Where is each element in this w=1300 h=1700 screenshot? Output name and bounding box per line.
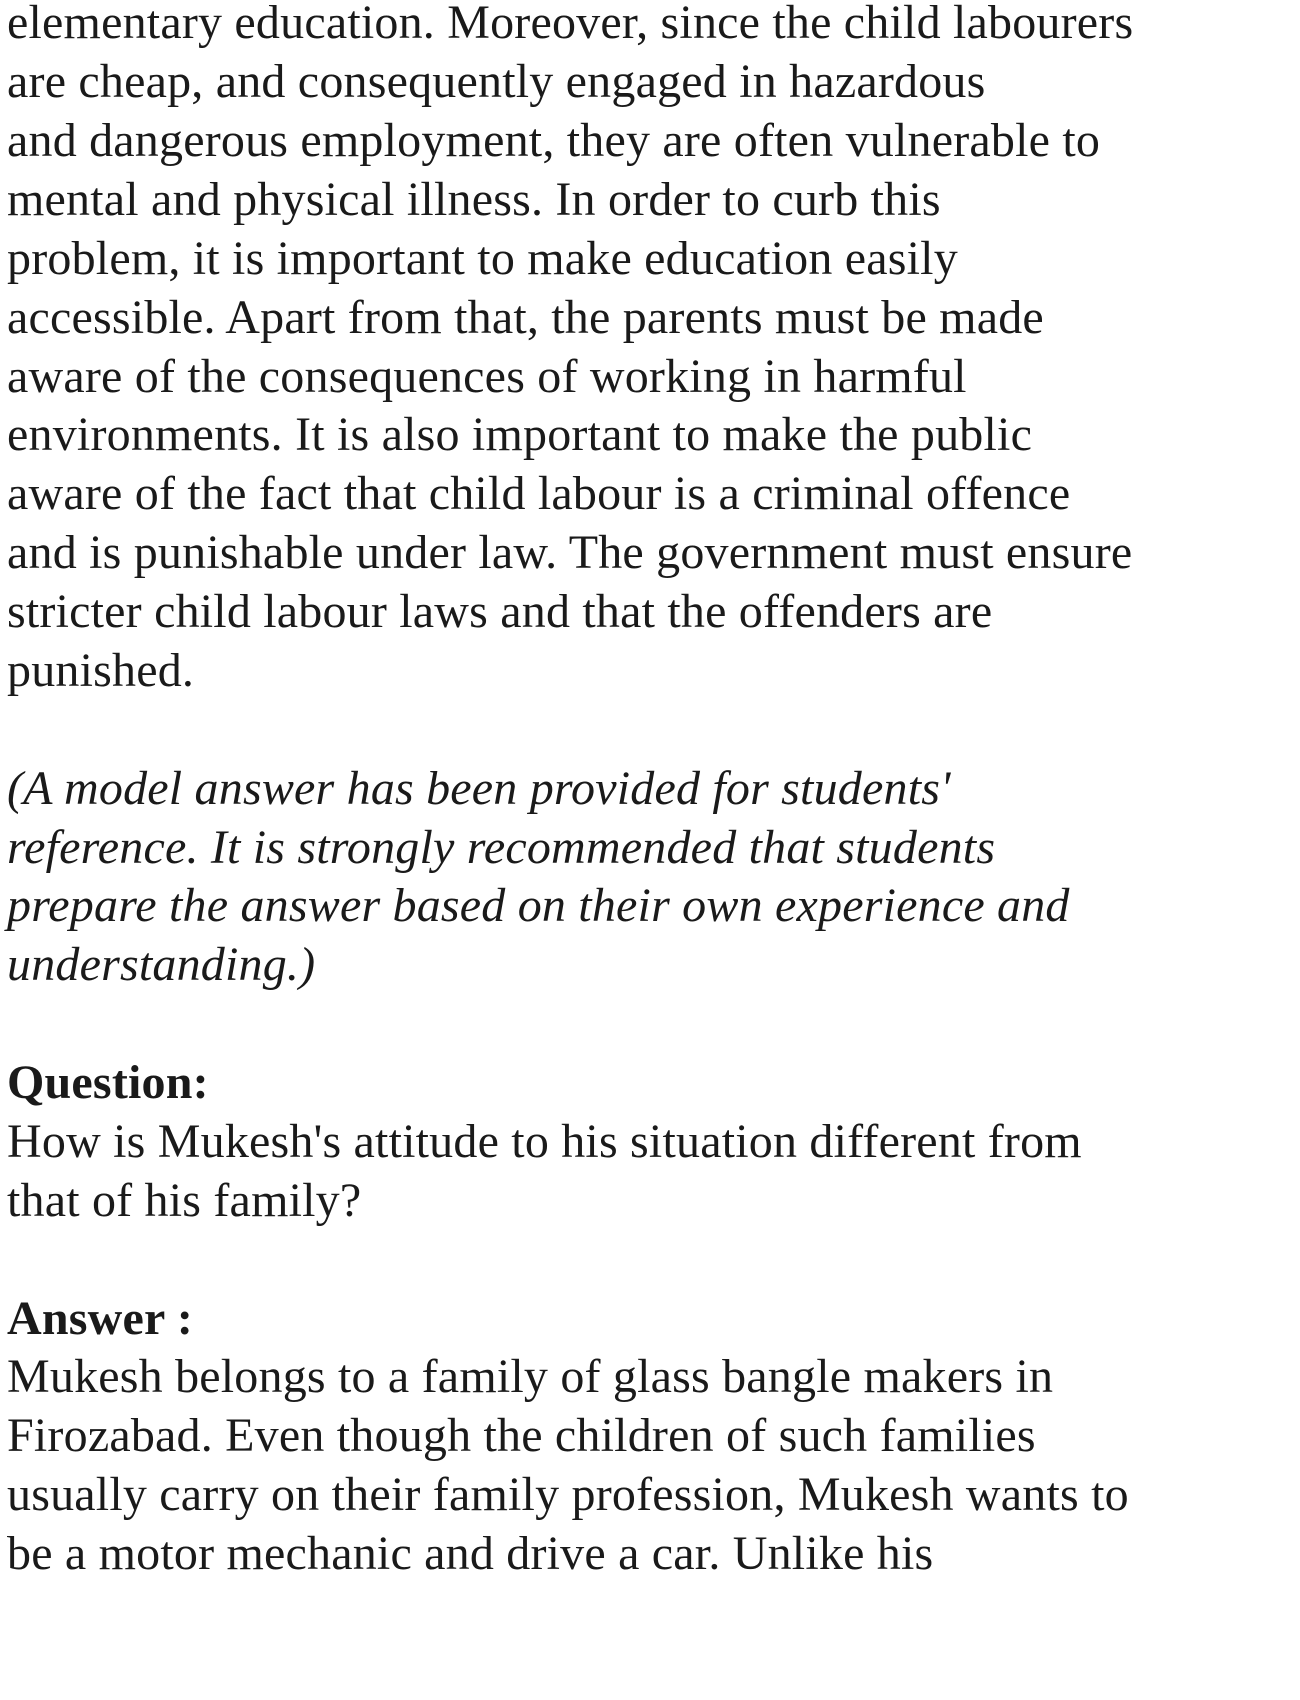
answer-text-line: be a motor mechanic and drive a car. Unlike his: [7, 1527, 934, 1580]
model-answer-note-line: prepare the answer based on their own experience and: [7, 879, 1070, 932]
body-text-line: stricter child labour laws and that the offenders are: [7, 585, 993, 638]
question-heading: Question:: [7, 1056, 209, 1109]
body-text-line: and dangerous employment, they are often vulnerable to: [7, 114, 1101, 167]
model-answer-note-line: (A model answer has been provided for students': [7, 762, 951, 815]
body-text-line: aware of the consequences of working in harmful: [7, 350, 967, 403]
body-text-line: elementary education. Moreover, since the child labourers: [7, 0, 1134, 49]
model-answer-note-line: understanding.): [7, 938, 316, 991]
body-text-line: mental and physical illness. In order to curb this: [7, 173, 941, 226]
body-text-line: problem, it is important to make education easily: [7, 232, 958, 285]
body-text-line: environments. It is also important to make the public: [7, 408, 1033, 461]
body-text-line: punished.: [7, 644, 195, 697]
answer-heading: Answer :: [7, 1292, 194, 1345]
body-text-line: and is punishable under law. The government must ensure: [7, 526, 1133, 579]
answer-text-line: Firozabad. Even though the children of such families: [7, 1409, 1036, 1462]
model-answer-note-line: reference. It is strongly recommended that students: [7, 821, 996, 874]
body-text-line: accessible. Apart from that, the parents must be made: [7, 291, 1044, 344]
answer-text-line: usually carry on their family profession, Mukesh wants to: [7, 1468, 1129, 1521]
answer-text-line: Mukesh belongs to a family of glass bangle makers in: [7, 1350, 1054, 1403]
question-text-line: How is Mukesh's attitude to his situation different from: [7, 1115, 1082, 1168]
question-text-line: that of his family?: [7, 1174, 362, 1227]
body-text-line: aware of the fact that child labour is a criminal offence: [7, 467, 1071, 520]
body-text-line: are cheap, and consequently engaged in hazardous: [7, 55, 986, 108]
